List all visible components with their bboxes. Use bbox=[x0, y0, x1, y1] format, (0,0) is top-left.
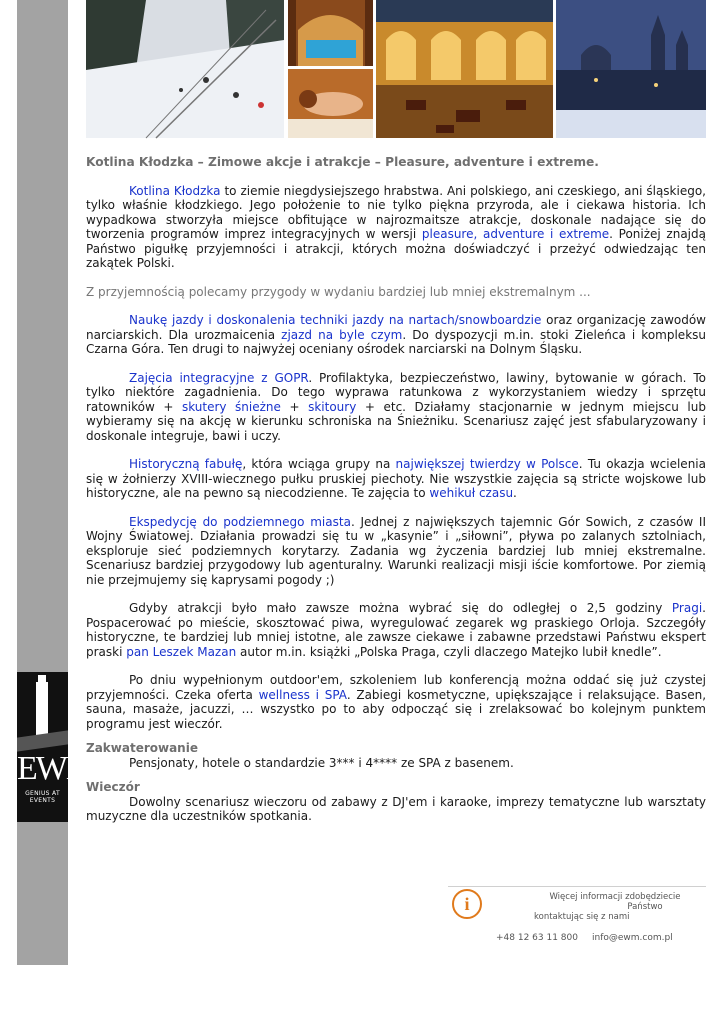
spa-pool-photo bbox=[288, 0, 373, 66]
text: . bbox=[513, 486, 517, 500]
text: Po dniu wypełnionym outdoor'em, szkoleniem lub konferencją można oddać się już czystej przyjemności. Czeka oferta bbox=[86, 673, 706, 702]
link-praga[interactable]: Pragi bbox=[671, 601, 703, 615]
info-icon: i bbox=[452, 889, 482, 919]
info-line3: kontaktując się z nami bbox=[534, 912, 630, 922]
text: . Tu okazja wcielenia się w żołnierzy XVIII-wiecznego pułku pruskiej piechoty. Nie wszystkie zajęcia są stricte wojskowe lub historyczne, ale na pewno są niecodzienne. Te zajęcia to bbox=[86, 457, 706, 500]
link-pleasure-adventure[interactable]: pleasure, adventure i extreme bbox=[421, 227, 610, 241]
logo-ground bbox=[17, 730, 68, 751]
text: . Profilaktyka, bezpieczeństwo, lawiny, bytowanie w górach. To tylko niektóre zagadnienia. Do tego wyprawa ratunkowa z wykorzystaniem wiedzy i sprzętu ratowników + bbox=[86, 370, 706, 414]
link-ski-lessons[interactable]: Naukę jazdy i doskonalenia techniki jazdy na nartach/snowboardzie bbox=[129, 313, 542, 327]
text: oraz organizację zawodów narciarskich. Dla urozmaicenia bbox=[86, 313, 706, 342]
accommodation-heading: Zakwaterowanie bbox=[86, 741, 198, 755]
logo-tagline: GENIUS AT EVENTS bbox=[25, 790, 60, 804]
paragraph-kotlina bbox=[86, 184, 706, 271]
paragraph-prague bbox=[86, 601, 706, 659]
paragraph-spa bbox=[86, 673, 706, 731]
link-mazan[interactable]: pan Leszek Mazan bbox=[126, 644, 237, 659]
paragraph-gopr bbox=[86, 371, 706, 444]
link-ekspedycja[interactable]: Ekspedycję do podziemnego miasta bbox=[129, 514, 351, 529]
text: Gdyby atrakcji było mało zawsze można wybrać się do odległej o 2,5 godziny bbox=[129, 601, 672, 615]
evening-text: Dowolny scenariusz wieczoru od zabawy z DJ'em i karaoke, imprezy tematyczne lub warsztaty muzyczne dla uczestników spotkania. bbox=[86, 794, 706, 823]
text: + bbox=[280, 399, 309, 414]
accommodation-text: Pensjonaty, hotele o standardzie 3*** i 4**** ze SPA z basenem. bbox=[129, 755, 514, 770]
text: autor m.in. książki „Polska Praga, czyli dlaczego Matejko lubił knedle”. bbox=[236, 644, 662, 659]
text: . Zabiegi kosmetyczne, upiększające i relaksujące. Basen, sauna, masaże, jacuzzi, … wszystko po to aby odpocząć się i zrelaksować bo kolejnym punktem programu jest wieczór. bbox=[86, 687, 707, 731]
link-twierdza[interactable]: największej twierdzy w Polsce bbox=[395, 457, 579, 471]
link-zjazd[interactable]: zjazd na byle czym bbox=[281, 327, 403, 342]
hotel-courtyard-photo bbox=[376, 0, 553, 138]
paragraph-ski bbox=[86, 313, 706, 357]
link-wehikul[interactable]: wehikuł czasu bbox=[429, 486, 514, 500]
prague-castle-photo bbox=[556, 0, 706, 138]
info-line2: Państwo bbox=[627, 902, 663, 912]
photo-strip bbox=[86, 0, 706, 138]
main-content bbox=[86, 155, 706, 824]
link-skitoury[interactable]: skitoury bbox=[308, 399, 357, 414]
link-gopr[interactable]: Zajęcia integracyjne z GOPR bbox=[129, 370, 309, 385]
evening-heading: Wieczór bbox=[86, 780, 140, 794]
ewm-logo bbox=[17, 672, 95, 822]
paragraph-history bbox=[86, 457, 706, 501]
logo-brand: EWM bbox=[17, 750, 95, 787]
text: + etc. Działamy stacjonarnie w jednym miejscu lub wybieramy się na akcję w kierunku schroniska na Śnieżniku. Scenariusz zajęć jest sfabularyzowany i doskonale integruje, bawi i uczy. bbox=[86, 399, 706, 443]
text: . Do dyspozycji m.in. stoki Zieleńca i kompleksu Czarna Góra. Ten drugi to najwyżej oceniany ośrodek narciarski na Dolnym Śląsku. bbox=[86, 327, 706, 356]
ski-slope-photo bbox=[86, 0, 284, 138]
text: . Pospacerować po mieście, skosztować piwa, wyregulować zegarek wg praskiego Orloja. Szczegóły historyczne, te bardziej lub mniej istotne, ale zawsze ciekawe i zabawne przedstawi Państwu ekspert praski bbox=[86, 601, 706, 659]
paragraph-underground bbox=[86, 515, 706, 588]
link-kotlina[interactable]: Kotlina Kłodzka bbox=[129, 183, 221, 198]
divider bbox=[448, 886, 706, 887]
link-fabula[interactable]: Historyczną fabułę bbox=[129, 457, 243, 471]
page-title: Kotlina Kłodzka – Zimowe akcje i atrakcje – Pleasure, adventure i extreme. bbox=[86, 155, 599, 169]
info-text bbox=[530, 892, 700, 912]
contact-phone[interactable]: +48 12 63 11 800 bbox=[496, 933, 578, 943]
spa-massage-photo bbox=[288, 69, 373, 138]
text: , która wciąga grupy na bbox=[242, 457, 396, 471]
info-box bbox=[448, 886, 706, 922]
text: . Jednej z największych tajemnic Gór Sowich, z czasów II Wojny Światowej. Działania prowadzi się tu w „kasynie” i „siłowni”, pływa po zalanych sztolniach, eksploruje sieć podziemnych korytarzy. Zadania wg życzenia bardziej lub mniej ekstremalne. Scenariusz bardziej przygodowy lub agenturalny. Warunki realizacji misji iście komfortowe. Por ziemią nie przejmujemy się kaprysami pogody ;) bbox=[86, 514, 706, 587]
link-wellness[interactable]: wellness i SPA bbox=[258, 687, 347, 702]
text: to ziemie niegdysiejszego hrabstwa. Ani polskiego, ani czeskiego, ani śląskiego, tylko właśnie kłodzkiego. Jego położenie to nie tylko piękna przyroda, ale i ciekawa historia. Ich wypadkowa stworzyła miejsce obfitujące w najrozmaitsze atrakcje, doskonale nadające się do tworzenia programów imprez integracyjnych w wersji bbox=[86, 183, 706, 241]
link-skutery[interactable]: skutery śnieżne bbox=[181, 399, 281, 414]
contact-email[interactable]: info@ewm.com.pl bbox=[591, 933, 673, 943]
intro-line: Z przyjemnością polecamy przygody w wydaniu bardziej lub mniej ekstremalnym ... bbox=[86, 284, 591, 299]
info-line1: Więcej informacji zdobędziecie bbox=[549, 892, 681, 902]
text: . Poniżej znajdą Państwo pigułkę przyjemności i atrakcji, których można doświadczyć i przeżyć odwiedzając ten zakątek Polski. bbox=[86, 227, 706, 270]
lighthouse-tower bbox=[36, 682, 48, 737]
contact-line bbox=[496, 933, 687, 943]
